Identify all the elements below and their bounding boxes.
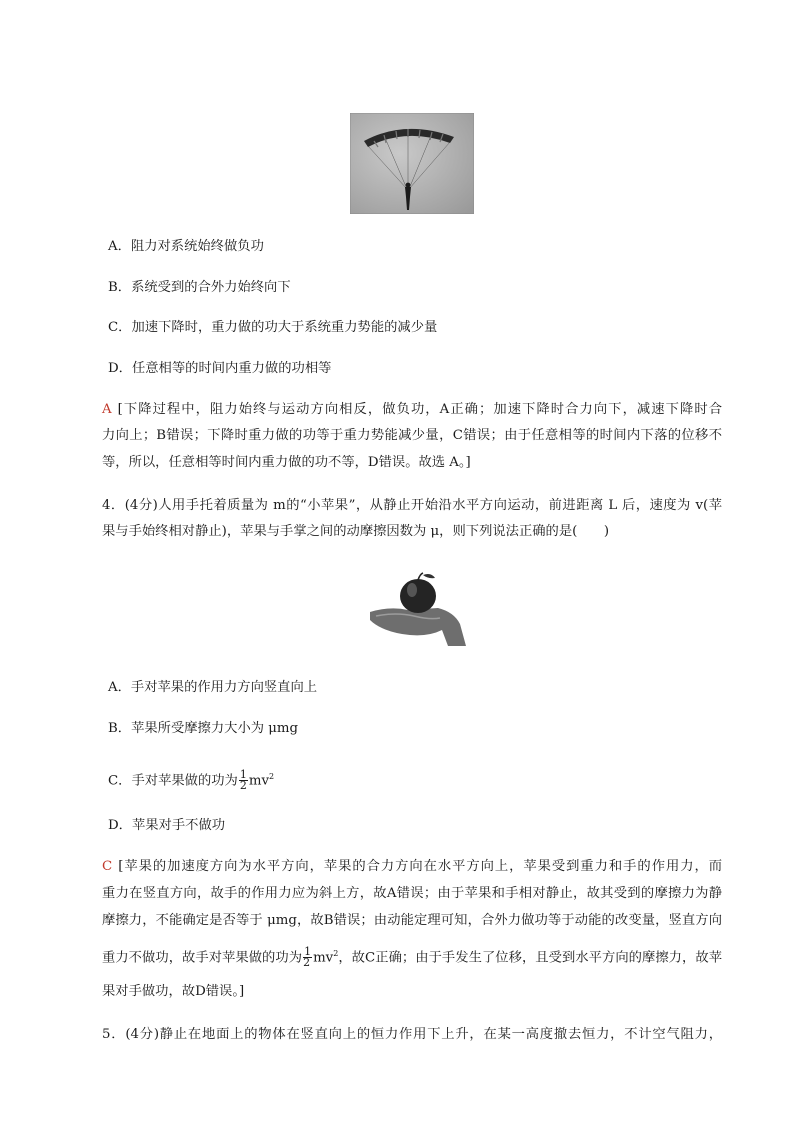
q3-option-a: A．阻力对系统始终做负功	[108, 239, 264, 254]
q4-stem-line-2: 果与手始终相对静止)，苹果与手掌之间的动摩擦因数为 μ，则下列说法正确的是( )	[102, 524, 610, 539]
q4-option-b: B．苹果所受摩擦力大小为 μmg	[108, 721, 299, 736]
q5-stem-line-1: 5．(4分)静止在地面上的物体在竖直向上的恒力作用下上升，在某一高度撤去恒力，不计空气阻力，	[102, 1027, 722, 1042]
q3-option-b: B．系统受到的合外力始终向下	[108, 280, 291, 295]
q3-explanation-line-2: 力向上；B错误；下降时重力做的功等于重力势能减少量，C错误；由于任意相等的时间内下落的位移不	[102, 428, 722, 443]
q4-explanation-line-1: C [苹果的加速度方向为水平方向，苹果的合力方向在水平方向上，苹果受到重力和手的作用力，而	[102, 859, 722, 874]
q3-explanation-line-1: A [下降过程中，阻力始终与运动方向相反，做负功，A正确；加速下降时合力向下，减速下降时合	[102, 402, 722, 417]
q4-option-d: D．苹果对手不做功	[108, 818, 226, 833]
q4-explanation-line-4: 重力不做功，故手对苹果做的功为 $\frac{1}{2}$ $mv^2$，故C正确；由于手发生了位移，且受到水平方向的摩擦力，故苹	[102, 945, 722, 970]
q4-explanation-line-5: 果对手做功，故D错误。]	[102, 984, 245, 999]
q4-explanation-line-2: 重力在竖直方向，故手的作用力应为斜上方，故A错误；由于苹果和手相对静止，故其受到的摩擦力为静	[102, 886, 722, 901]
q3-option-c: C．加速下降时，重力做的功大于系统重力势能的减少量	[108, 320, 438, 335]
q4-explanation-line-3: 摩擦力，不能确定是否等于 μmg，故B错误；由动能定理可知，合外力做功等于动能的改变量，竖直方向	[102, 913, 722, 928]
fraction-one-half: $\frac{1}{2}$	[239, 768, 247, 793]
q4-answer-letter: C	[102, 859, 113, 874]
q4-option-c: C．手对苹果做的功为 $\frac{1}{2}$ $mv^2$	[108, 768, 275, 793]
q3-option-d: D．任意相等的时间内重力做的功相等	[108, 361, 332, 376]
apple-in-hand-photo	[368, 572, 468, 646]
q3-explanation-line-3: 等，所以，任意相等时间内重力做的功不等，D错误。故选 A。]	[102, 455, 471, 470]
q4-option-a: A．手对苹果的作用力方向竖直向上	[108, 680, 318, 695]
q4-stem-line-1: 4．(4分)人用手托着质量为 m的“小苹果”，从静止开始沿水平方向运动，前进距离 L 后，速度为 v(苹	[102, 498, 722, 513]
fraction-one-half: $\frac{1}{2}$	[303, 945, 312, 970]
parachute-photo	[350, 113, 474, 214]
q3-answer-letter: A	[102, 402, 112, 417]
